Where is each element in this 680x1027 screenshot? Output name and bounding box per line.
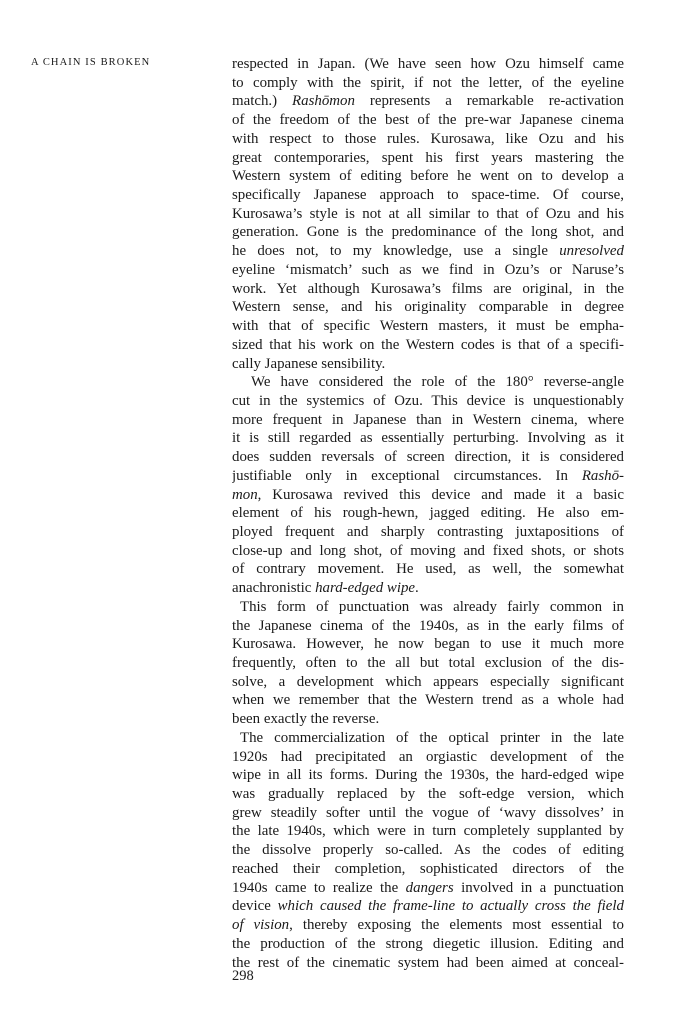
text-line [232,111,624,130]
text-segment: he does not, to my knowledge, use a single [232,243,560,260]
text-segment: of contrary movement. He used, as well, the somewhat [232,561,624,578]
text-line [232,486,624,505]
text-segment: Kurosawa’s style is not at all similar to that of Ozu and his [232,205,624,222]
text-line [232,654,624,673]
text-segment: , Kurosawa revived this device and made it a basic [257,486,624,503]
text-line [232,261,624,280]
text-segment: Kurosawa. However, he now began to use it much more [232,636,624,653]
text-line [232,448,624,467]
text-line [232,729,624,748]
text-segment: with that of specific Western masters, it must be empha- [232,318,624,335]
text-line [232,298,624,317]
text-segment: work. Yet although Kurosawa’s films are original, in the [232,280,624,297]
text-segment: justifiable only in exceptional circumstances. In [232,467,582,484]
text-segment: This form of punctuation was already fairly common in [240,598,624,615]
text-line [232,336,624,355]
text-line [232,92,624,111]
text-line [232,954,624,973]
text-line [232,205,624,224]
text-line [232,879,624,898]
text-segment: the late 1940s, which were in turn completely supplanted by [232,823,624,840]
text-segment: when we remember that the Western trend as a whole had [232,692,624,709]
text-line [232,55,624,74]
text-segment: close-up and long shot, of moving and fixed shots, or shots [232,542,624,559]
text-segment: the production of the strong diegetic illusion. Editing and [232,935,624,952]
text-segment: of the freedom of the best of the pre-war Japanese cinema [232,112,624,129]
text-line [232,916,624,935]
text-line [232,804,624,823]
text-segment: great contemporaries, spent his first years mastering the [232,149,624,166]
body-text [232,55,624,972]
text-segment: was gradually replaced by the soft-edge version, which [232,786,624,803]
text-line [232,149,624,168]
text-line [232,935,624,954]
text-segment: the Japanese cinema of the 1940s, as in the early films of [232,617,624,634]
italic-text: of vision [232,917,290,934]
text-segment: cut in the systemics of Ozu. This device is unquestionably [232,392,624,409]
italic-text: hard-edged wipe [315,580,416,597]
text-line [232,897,624,916]
text-segment: specifically Japanese approach to space-time. Of course, [232,187,624,204]
text-segment: Western system of editing before he went on to develop a [232,168,624,185]
text-line [232,223,624,242]
text-segment: reached their completion, sophisticated directors of the [232,860,624,877]
text-segment: grew steadily softer until the vogue of ‘wavy dissolves’ in [232,804,624,821]
italic-text: Rashōmon [292,93,355,110]
text-segment: . [415,580,419,597]
text-segment: ployed frequent and sharply contrasting juxtapositions of [232,523,624,540]
text-line [232,617,624,636]
text-segment: with respect to those rules. Kurosawa, like Ozu and his [232,130,624,147]
text-segment: involved in a punctuation [453,879,624,896]
text-segment: element of his rough-hewn, jagged editing. He also em- [232,505,624,522]
text-line [232,523,624,542]
text-line [232,691,624,710]
text-segment: to comply with the spirit, if not the letter, of the eyeline [232,74,624,91]
text-line [232,467,624,486]
text-line [232,710,624,729]
text-segment: cally Japanese sensibility. [232,355,386,372]
text-segment: represents a remarkable re-activation [354,93,624,110]
text-segment: sized that his work on the Western codes is that of a specifi- [232,336,624,353]
text-segment: Western sense, and his originality comparable in degree [232,299,624,316]
text-line [232,242,624,261]
text-line [232,860,624,879]
text-line [232,542,624,561]
page-number: 298 [232,968,254,984]
text-line [232,560,624,579]
text-line [232,130,624,149]
italic-text: mon [232,486,258,503]
text-line [232,748,624,767]
text-line [232,766,624,785]
text-segment: solve, a development which appears especially significant [232,673,624,690]
text-line [232,186,624,205]
italic-text: which caused the frame-line to actually cross the field [277,898,624,915]
text-segment: the dissolve properly so-called. As the codes of editing [232,842,624,859]
text-line [232,598,624,617]
text-line [232,411,624,430]
text-segment: more frequent in Japanese than in Western cinema, where [232,411,624,428]
text-segment: generation. Gone is the predominance of the long shot, and [232,224,624,241]
italic-text: dangers [405,879,454,896]
text-line [232,355,624,374]
text-line [232,74,624,93]
text-segment: it is still regarded as essentially perturbing. Involving as it [232,430,624,447]
italic-text: Rashō- [581,467,624,484]
text-line [232,373,624,392]
text-segment: does sudden reversals of screen direction, it is considered [232,449,624,466]
text-segment: 1940s came to realize the [232,879,406,896]
text-line [232,785,624,804]
text-segment: wipe in all its forms. During the 1930s, the hard-edged wipe [232,767,624,784]
text-segment: respected in Japan. (We have seen how Ozu himself came [232,56,624,72]
text-line [232,841,624,860]
text-segment: , thereby exposing the elements most essential to [289,917,624,934]
text-line [232,673,624,692]
text-line [232,317,624,336]
text-line [232,822,624,841]
text-segment: the rest of the cinematic system had been aimed at conceal- [232,954,624,971]
running-head: A CHAIN IS BROKEN [31,57,151,68]
text-segment: The commercialization of the optical printer in the late [240,729,624,746]
text-segment: been exactly the reverse. [232,711,380,728]
text-segment: frequently, often to the all but total exclusion of the dis- [232,655,624,671]
text-line [232,635,624,654]
text-segment: device [232,898,278,915]
text-line [232,429,624,448]
text-segment: 1920s had precipitated an orgiastic development of the [232,748,624,765]
text-segment: eyeline ‘mismatch’ such as we find in Ozu’s or Naruse’s [232,261,624,278]
text-line [232,579,624,598]
text-segment: anachronistic [232,580,316,597]
text-segment: match.) [232,93,293,110]
text-segment: We have considered the role of the 180° reverse-angle [251,374,624,391]
text-line [232,167,624,186]
text-line [232,280,624,299]
text-line [232,504,624,523]
text-line [232,392,624,411]
italic-text: unresolved [559,243,624,260]
